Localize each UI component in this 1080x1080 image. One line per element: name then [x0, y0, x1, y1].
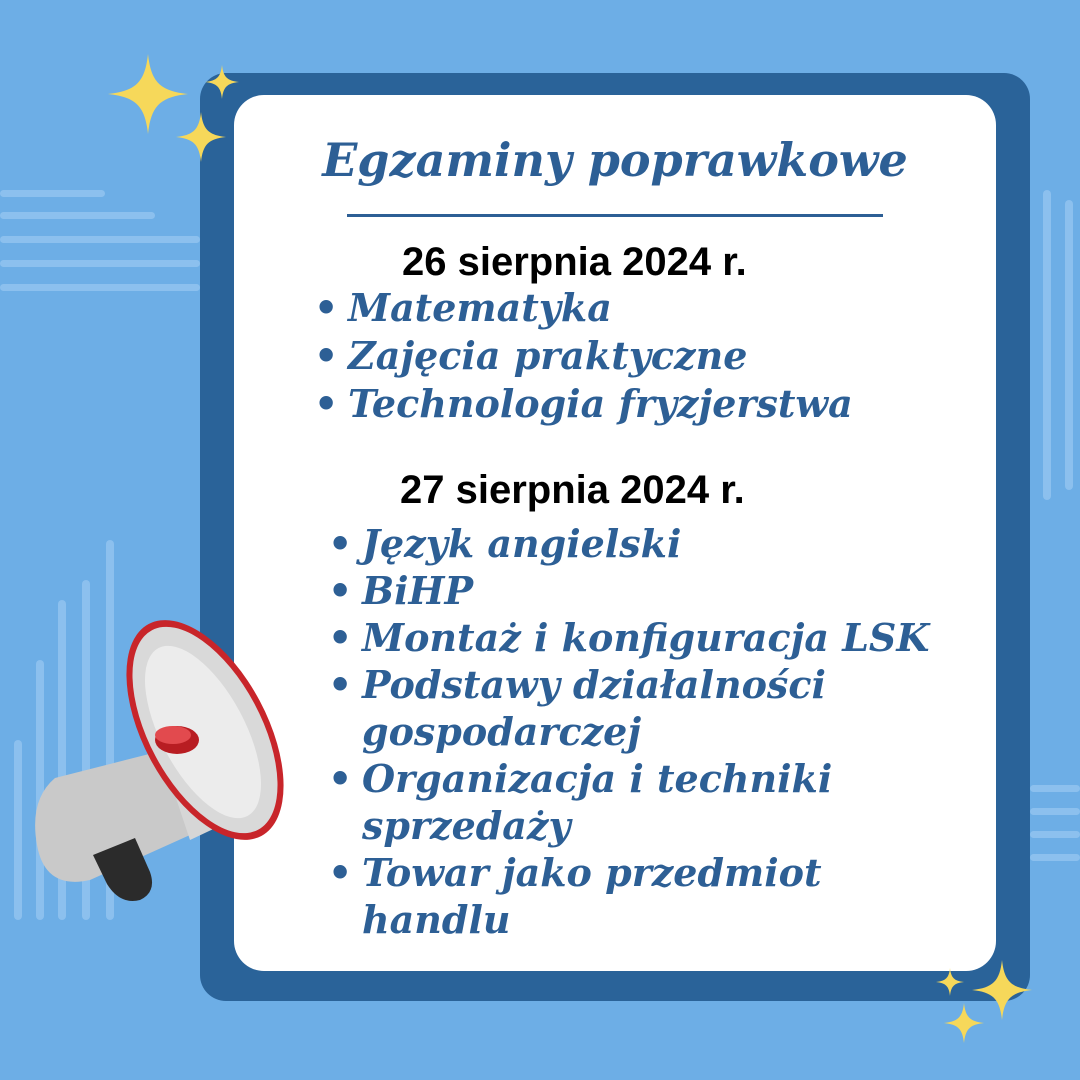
list-item — [328, 755, 842, 849]
bullet-icon: • — [328, 615, 353, 660]
bullet-icon: • — [314, 381, 339, 426]
subject-label: Organizacja i techniki sprzedaży — [362, 756, 833, 848]
list-item — [328, 614, 972, 661]
sparkle-icon — [176, 112, 226, 162]
page-title: Egzaminy poprawkowe — [322, 133, 908, 187]
title-divider — [347, 214, 883, 217]
list-item — [328, 849, 842, 943]
list-item — [314, 284, 853, 332]
background-stripe — [1030, 854, 1080, 861]
section-date: 27 sierpnia 2024 r. — [400, 468, 745, 512]
subject-label: Technologia fryzjerstwa — [348, 381, 853, 426]
subject-label: Zajęcia praktyczne — [348, 333, 748, 378]
bullet-icon: • — [328, 568, 353, 613]
background-stripe — [1030, 808, 1080, 815]
bullet-icon: • — [328, 850, 353, 895]
sparkle-icon — [205, 65, 239, 99]
bullet-icon: • — [328, 662, 353, 707]
subject-label: Montaż i konfiguracja LSK — [362, 615, 930, 660]
subject-label: BiHP — [362, 568, 474, 613]
background-stripe — [1030, 831, 1080, 838]
subject-label: Język angielski — [362, 521, 682, 566]
subject-list — [314, 284, 853, 428]
list-item — [314, 380, 853, 428]
background-stripe — [0, 260, 200, 267]
list-item — [314, 332, 853, 380]
section-date: 26 sierpnia 2024 r. — [402, 240, 747, 284]
megaphone-icon — [15, 600, 295, 910]
sparkle-icon — [936, 968, 964, 996]
background-stripe — [0, 236, 200, 243]
bullet-icon: • — [314, 285, 339, 330]
sparkle-icon — [944, 1003, 984, 1043]
subject-list — [328, 520, 972, 943]
bullet-icon: • — [328, 756, 353, 801]
bullet-icon: • — [328, 521, 353, 566]
background-stripe — [1030, 785, 1080, 792]
list-item — [328, 520, 972, 567]
background-stripe — [0, 284, 200, 291]
background-stripe — [1065, 200, 1073, 490]
bullet-icon: • — [314, 333, 339, 378]
subject-label: Podstawy działalności gospodarczej — [362, 662, 826, 754]
list-item — [328, 661, 842, 755]
subject-label: Towar jako przedmiot handlu — [362, 850, 822, 942]
background-stripe — [0, 212, 155, 219]
list-item — [328, 567, 972, 614]
background-stripe — [0, 190, 105, 197]
background-stripe — [1043, 190, 1051, 500]
subject-label: Matematyka — [348, 285, 612, 330]
